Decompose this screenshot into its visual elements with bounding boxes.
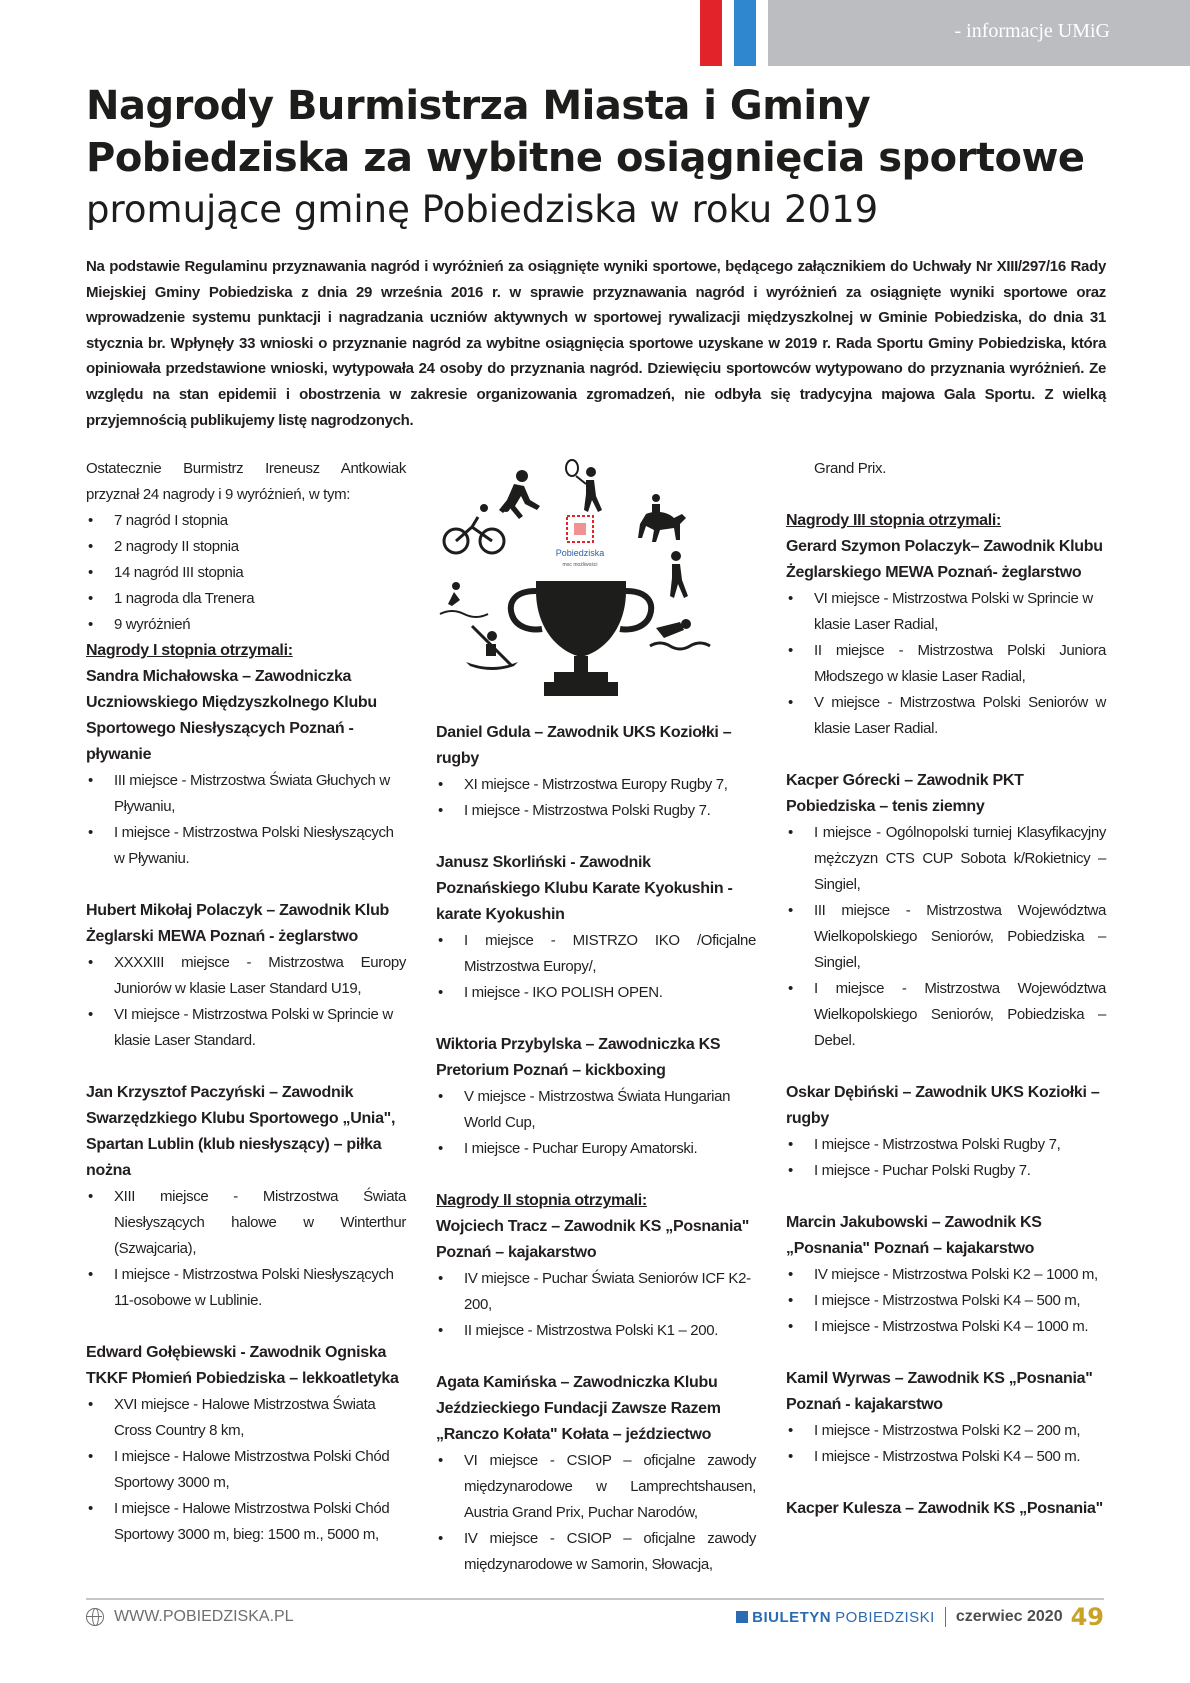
list-item: • I miejsce - Mistrzostwa Polski Niesłyszących 11-osobowe w Lublinie. — [86, 1262, 406, 1314]
issue-date: czerwiec 2020 — [955, 1608, 1063, 1625]
list-item: • I miejsce - IKO POLISH OPEN. — [436, 980, 756, 1006]
section-label: - informacje UMiG — [954, 20, 1110, 42]
list-item: • VI miejsce - Mistrzostwa Polski w Sprincie w klasie Laser Radial, — [786, 586, 1106, 638]
logo-tagline: moc możliwości — [562, 562, 598, 568]
awardee-name: Wiktoria Przybylska – Zawodniczka KS Pretorium Poznań – kickboxing — [436, 1036, 721, 1079]
footer-publication — [736, 1600, 1104, 1634]
achievement-list — [86, 1392, 406, 1548]
list-item: • I miejsce - Halowe Mistrzostwa Polski Chód Sportowy 3000 m, — [86, 1444, 406, 1496]
list-item: • 7 nagród I stopnia — [86, 508, 406, 534]
list-item: • VI miejsce - Mistrzostwa Polski w Sprincie w klasie Laser Standard. — [86, 1002, 406, 1054]
achievement-list — [786, 1132, 1106, 1184]
list-item: • I miejsce - Mistrzostwa Polski Niesłyszących w Pływaniu. — [86, 820, 406, 872]
column-right — [786, 456, 1106, 1522]
list-item: • I miejsce - Mistrzostwa Polski K4 – 500 m. — [786, 1444, 1106, 1470]
achievement-list — [786, 1418, 1106, 1470]
awardee-name: Marcin Jakubowski – Zawodnik KS „Posnania" Poznań – kajakarstwo — [786, 1214, 1042, 1257]
column-middle — [436, 720, 756, 1578]
awardee-name: Sandra Michałowska – Zawodniczka Uczniowskiego Międzyszkolnego Klubu Sportowego Niesłyszących Poznań - pływanie — [86, 668, 377, 763]
continued-text: Grand Prix. — [814, 460, 887, 477]
achievement-list — [86, 950, 406, 1054]
list-item: • 9 wyróżnień — [86, 612, 406, 638]
walker-icon — [670, 551, 688, 598]
trophy-icon — [511, 581, 651, 696]
page-number: 49 — [1070, 1603, 1104, 1631]
list-item: • XIII miejsce - Mistrzostwa Świata Niesłyszących halowe w Winterthur (Szwajcaria), — [86, 1184, 406, 1262]
list-item: • II miejsce - Mistrzostwa Polski Juniora Młodszego w klasie Laser Radial, — [786, 638, 1106, 690]
list-item: • 1 nagroda dla Trenera — [86, 586, 406, 612]
achievement-list — [436, 772, 756, 824]
list-item: • I miejsce - Puchar Europy Amatorski. — [436, 1136, 756, 1162]
header-accent-blue — [734, 0, 756, 66]
achievement-list — [86, 768, 406, 872]
list-item: • I miejsce - Mistrzostwa Województwa Wielkopolskiego Seniorów, Pobiedziska – Debel. — [786, 976, 1106, 1054]
list-item: • I miejsce - Mistrzostwa Polski Rugby 7. — [436, 798, 756, 824]
column-left — [86, 456, 406, 1548]
awardee-name: Kacper Kulesza – Zawodnik KS „Posnania" — [786, 1500, 1103, 1517]
list-item: • I miejsce - MISTRZO IKO /Oficjalne Mistrzostwa Europy/, — [436, 928, 756, 980]
section-heading-3rd-degree: Nagrody III stopnia otrzymali: — [786, 512, 1002, 529]
list-item: • IV miejsce - CSIOP – oficjalne zawody międzynarodowe w Samorin, Słowacja, — [436, 1526, 756, 1578]
awardee-name: Agata Kamińska – Zawodniczka Klubu Jeździeckiego Fundacji Zawsze Razem „Ranczo Kołata" Kołata – jeździectwo — [436, 1374, 721, 1443]
awardee-name: Kamil Wyrwas – Zawodnik KS „Posnania" Poznań - kajakarstwo — [786, 1370, 1093, 1413]
header-accent-red — [700, 0, 722, 66]
section-heading-1st-degree: Nagrody I stopnia otrzymali: — [86, 642, 293, 659]
section-heading-2nd-degree: Nagrody II stopnia otrzymali: — [436, 1192, 647, 1209]
logo-brand: Pobiedziska — [555, 548, 605, 558]
water-skier-icon — [440, 582, 488, 617]
tennis-player-icon — [566, 460, 602, 512]
achievement-list — [86, 1184, 406, 1314]
awardee-name: Kacper Górecki – Zawodnik PKT Pobiedziska – tenis ziemny — [786, 772, 1024, 815]
awardee-name: Edward Gołębiewski - Zawodnik Ogniska TKKF Płomień Pobiedziska – lekkoatletyka — [86, 1344, 399, 1387]
achievement-list — [786, 1262, 1106, 1340]
list-item: • XXXXIII miejsce - Mistrzostwa Europy Juniorów w klasie Laser Standard U19, — [86, 950, 406, 1002]
list-item: • I miejsce - Puchar Polski Rugby 7. — [786, 1158, 1106, 1184]
globe-icon — [86, 1608, 104, 1626]
list-item: • I miejsce - Mistrzostwa Polski K2 – 200 m, — [786, 1418, 1106, 1444]
list-item: • VI miejsce - CSIOP – oficjalne zawody międzynarodowe w Lamprechtshausen, Austria Grand Prix, Puchar Narodów, — [436, 1448, 756, 1526]
sports-trophy-illustration — [436, 456, 726, 706]
list-item: • XI miejsce - Mistrzostwa Europy Rugby 7, — [436, 772, 756, 798]
intro-paragraph: Na podstawie Regulaminu przyznawania nagród i wyróżnień za osiągnięte wyniki sportowe, będącego załącznikiem do Uchwały Nr XIII/297/16 Rady Miejskiej Gminy Pobiedziska z dnia 29 września 2016 r. w sprawie przyznawania nagród i wyróżnień za osiągnięte wyniki sportowe oraz wprowadzenie systemu punktacji i nagradzania uczniów aktywnych w sportowej rywalizacji międzyszkolnej w Gminie Pobiedziska, do dnia 31 stycznia br. Wpłynęły 33 wnioski o przyznanie nagród za wybitne osiągnięcia sportowe uzyskane w 2019 r. Rada Sportu Gminy Pobiedziska, która opiniowała przedstawione wnioski, wytypowała 24 osoby do przyznania nagród. Dziewięciu sportowców wytypowano do przyznania wyróżnień. Ze względu na stan epidemii i obostrzenia w zakresie organizowania zgromadzeń, nie odbyła się tradycyjna majowa Gala Sportu. Z wielką przyjemnością publikujemy listę nagrodzonych. — [86, 258, 1106, 429]
list-item: • III miejsce - Mistrzostwa Województwa Wielkopolskiego Seniorów, Pobiedziska – Singiel, — [786, 898, 1106, 976]
achievement-list — [436, 1084, 756, 1162]
swimmer-icon — [650, 619, 710, 649]
section-tab — [768, 0, 1190, 66]
awardee-name: Janusz Skorliński - Zawodnik Poznańskiego Klubu Karate Kyokushin - karate Kyokushin — [436, 854, 733, 923]
title-subtitle: promujące gminę Pobiedziska w roku 2019 — [86, 188, 879, 231]
list-item: • V miejsce - Mistrzostwa Świata Hungarian World Cup, — [436, 1084, 756, 1136]
kayaker-icon — [466, 626, 518, 670]
achievement-list — [436, 928, 756, 1006]
list-item: • IV miejsce - Puchar Świata Seniorów ICF K2-200, — [436, 1266, 756, 1318]
list-item: • I miejsce - Ogólnopolski turniej Klasyfikacyjny mężczyzn CTS CUP Sobota k/Rokietnicy – Singiel, — [786, 820, 1106, 898]
list-item: • V miejsce - Mistrzostwa Polski Seniorów w klasie Laser Radial. — [786, 690, 1106, 742]
achievement-list — [436, 1448, 756, 1578]
footer-website[interactable] — [86, 1608, 294, 1626]
awardee-name: Hubert Mikołaj Polaczyk – Zawodnik Klub Żeglarski MEWA Poznań - żeglarstwo — [86, 902, 390, 945]
publication-name-bold: BIULETYN — [752, 1608, 832, 1626]
list-item: • I miejsce - Mistrzostwa Polski Rugby 7, — [786, 1132, 1106, 1158]
list-item: • 14 nagród III stopnia — [86, 560, 406, 586]
title-line-1: Nagrody Burmistrza Miasta i Gminy — [86, 83, 871, 129]
horse-rider-icon — [638, 494, 686, 542]
awardee-name: Daniel Gdula – Zawodnik UKS Koziołki – rugby — [436, 724, 732, 767]
footer-separator — [945, 1607, 946, 1627]
list-item: • I miejsce - Halowe Mistrzostwa Polski Chód Sportowy 3000 m, bieg: 1500 m., 5000 m, — [86, 1496, 406, 1548]
cyclist-icon — [444, 504, 504, 553]
list-item: • I miejsce - Mistrzostwa Polski K4 – 1000 m. — [786, 1314, 1106, 1340]
lead-text: Ostatecznie Burmistrz Ireneusz Antkowiak przyznał 24 nagrody i 9 wyróżnień, w tym: — [86, 460, 406, 503]
square-bullet-icon — [736, 1611, 748, 1623]
achievement-list — [436, 1266, 756, 1344]
list-item: • XVI miejsce - Halowe Mistrzostwa Świata Cross Country 8 km, — [86, 1392, 406, 1444]
summary-list — [86, 508, 406, 638]
awardee-name: Jan Krzysztof Paczyński – Zawodnik Swarzędzkiego Klubu Sportowego „Unia", Spartan Lublin (klub niesłyszący) – piłka nożna — [86, 1084, 396, 1179]
pobiedziska-logo — [556, 516, 605, 568]
awardee-name: Oskar Dębiński – Zawodnik UKS Koziołki – rugby — [786, 1084, 1100, 1127]
article-title — [86, 80, 1126, 234]
title-line-2: Pobiedziska za wybitne osiągnięcia sportowe — [86, 135, 1085, 181]
publication-name: POBIEDZISKI — [835, 1608, 935, 1626]
list-item: • 2 nagrody II stopnia — [86, 534, 406, 560]
achievement-list — [786, 586, 1106, 742]
list-item: • IV miejsce - Mistrzostwa Polski K2 – 1000 m, — [786, 1262, 1106, 1288]
achievement-list — [786, 820, 1106, 1054]
awardee-name: Wojciech Tracz – Zawodnik KS „Posnania" Poznań – kajakarstwo — [436, 1218, 750, 1261]
list-item: • III miejsce - Mistrzostwa Świata Głuchych w Pływaniu, — [86, 768, 406, 820]
list-item: • I miejsce - Mistrzostwa Polski K4 – 500 m, — [786, 1288, 1106, 1314]
list-item: • II miejsce - Mistrzostwa Polski K1 – 200. — [436, 1318, 756, 1344]
awardee-name: Gerard Szymon Polaczyk– Zawodnik Klubu Żeglarskiego MEWA Poznań- żeglarstwo — [786, 538, 1103, 581]
website-link[interactable]: WWW.POBIEDZISKA.PL — [114, 1608, 294, 1625]
runner-icon — [499, 470, 540, 519]
